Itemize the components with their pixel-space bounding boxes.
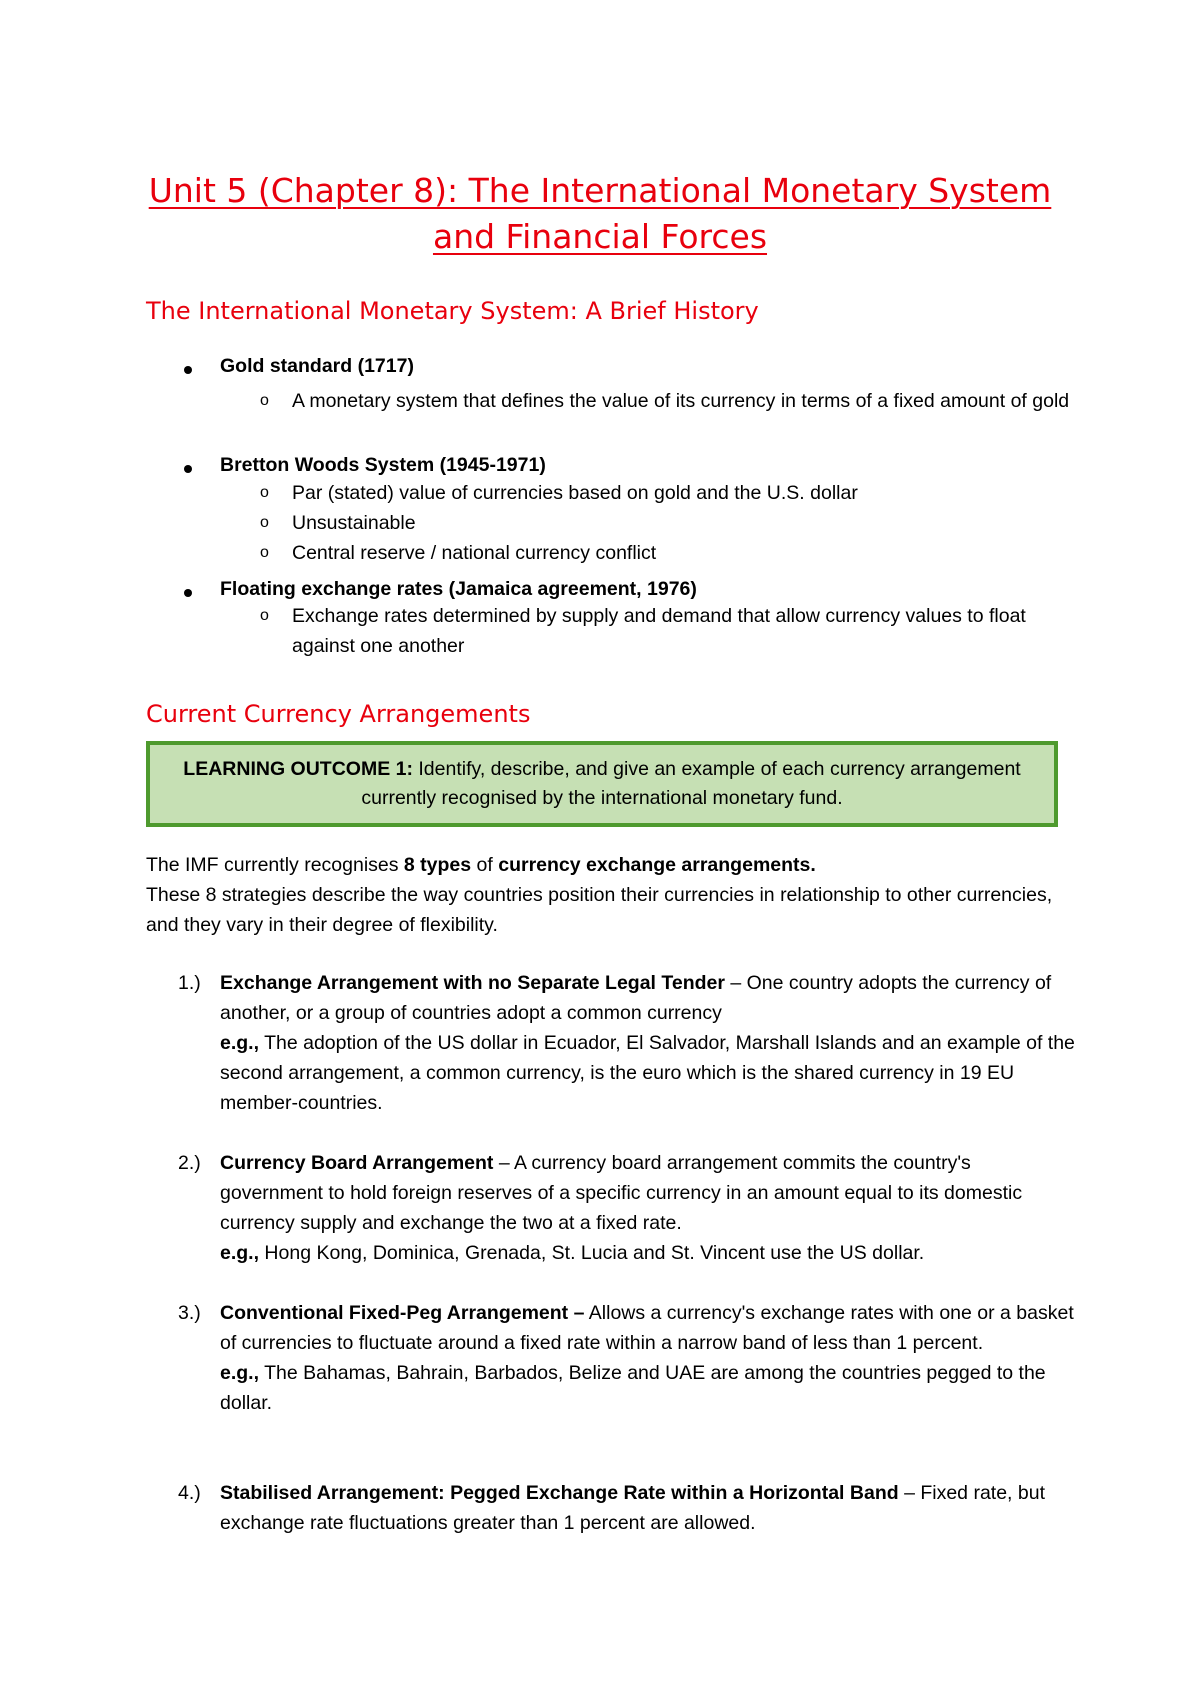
- circle-marker-icon: o: [260, 607, 269, 624]
- item-title: Stabilised Arrangement: Pegged Exchange Rate within a Horizontal Band: [220, 1482, 899, 1504]
- item-body: [220, 968, 1076, 1118]
- circle-marker-icon: o: [260, 392, 269, 409]
- item-title: Exchange Arrangement with no Separate Legal Tender: [220, 972, 725, 994]
- item-desc: One country adopts the currency of another, or a group of countries adopt a common currency: [220, 972, 1052, 1024]
- circle-marker-icon: o: [260, 514, 269, 531]
- intro-bold: 8 types: [403, 854, 472, 876]
- learning-outcome-box: [146, 741, 1058, 827]
- item-separator: –: [898, 1482, 921, 1504]
- item-separator: –: [493, 1152, 515, 1174]
- item-desc: Allows a currency's exchange rates with one or a basket of currencies to fluctuate around a fixed rate within a narrow band of less than 1 percent.: [220, 1302, 1074, 1354]
- item-title: Conventional Fixed-Peg Arrangement –: [220, 1302, 585, 1324]
- sub-item-text: Central reserve / national currency conflict: [292, 542, 657, 564]
- learning-outcome-text: Identify, describe, and give an example of each currency arrangement currently recognised by the international monetary fund.: [361, 758, 1021, 809]
- item-body: [220, 1298, 1076, 1418]
- intro-bold: currency exchange arrangements.: [498, 854, 816, 876]
- sub-item-text: Unsustainable: [292, 512, 416, 534]
- bullet-label: Floating exchange rates (Jamaica agreement, 1976): [220, 578, 697, 600]
- item-desc: Fixed rate, but exchange rate fluctuations greater than 1 percent are allowed.: [220, 1482, 1045, 1534]
- item-number: 1.): [178, 972, 201, 994]
- example-label: e.g.,: [220, 1362, 260, 1384]
- intro-text: of: [471, 854, 499, 876]
- item-body: [220, 1148, 1076, 1268]
- intro-text: These 8 strategies describe the way countries position their currencies in relationship to other currencies, and they vary in their degree of flexibility.: [146, 884, 1053, 936]
- item-desc: A currency board arrangement commits the country's government to hold foreign reserves of a specific currency in an amount equal to its domestic currency supply and exchange the two at a fixed rate.: [220, 1152, 1023, 1234]
- bullet-icon: [184, 589, 192, 597]
- intro-paragraph: [146, 850, 1086, 940]
- bullet-icon: [184, 366, 192, 374]
- item-example: The Bahamas, Bahrain, Barbados, Belize and UAE are among the countries pegged to the dollar.: [220, 1362, 1046, 1414]
- example-label: e.g.,: [220, 1032, 260, 1054]
- circle-marker-icon: o: [260, 484, 269, 501]
- item-number: 4.): [178, 1482, 201, 1504]
- page-title: Unit 5 (Chapter 8): The International Monetary System and Financial Forces: [148, 171, 1052, 256]
- intro-text: The IMF currently recognises: [146, 854, 404, 876]
- bullet-label: Bretton Woods System (1945-1971): [220, 454, 546, 476]
- item-body: [220, 1478, 1076, 1538]
- item-example: Hong Kong, Dominica, Grenada, St. Lucia and St. Vincent use the US dollar.: [259, 1242, 925, 1264]
- learning-outcome-label: LEARNING OUTCOME 1:: [183, 758, 413, 780]
- sub-item-text: Exchange rates determined by supply and demand that allow currency values to float against one another: [292, 605, 1026, 657]
- section-heading-history: The International Monetary System: A Brief History: [146, 297, 759, 325]
- example-label: e.g.,: [220, 1242, 260, 1264]
- sub-item-text: Par (stated) value of currencies based on gold and the U.S. dollar: [292, 482, 858, 504]
- bullet-icon: [184, 465, 192, 473]
- item-title: Currency Board Arrangement: [220, 1152, 494, 1174]
- item-separator: –: [724, 972, 747, 994]
- item-number: 2.): [178, 1152, 201, 1174]
- sub-item-text: A monetary system that defines the value of its currency in terms of a fixed amount of gold: [292, 390, 1070, 412]
- item-example: The adoption of the US dollar in Ecuador, El Salvador, Marshall Islands and an example of the second arrangement, a common currency, is the euro which is the shared currency in 19 EU member-countries.: [220, 1032, 1075, 1114]
- bullet-label: Gold standard (1717): [220, 355, 414, 377]
- item-number: 3.): [178, 1302, 201, 1324]
- circle-marker-icon: o: [260, 544, 269, 561]
- section-heading-arrangements: Current Currency Arrangements: [146, 700, 531, 728]
